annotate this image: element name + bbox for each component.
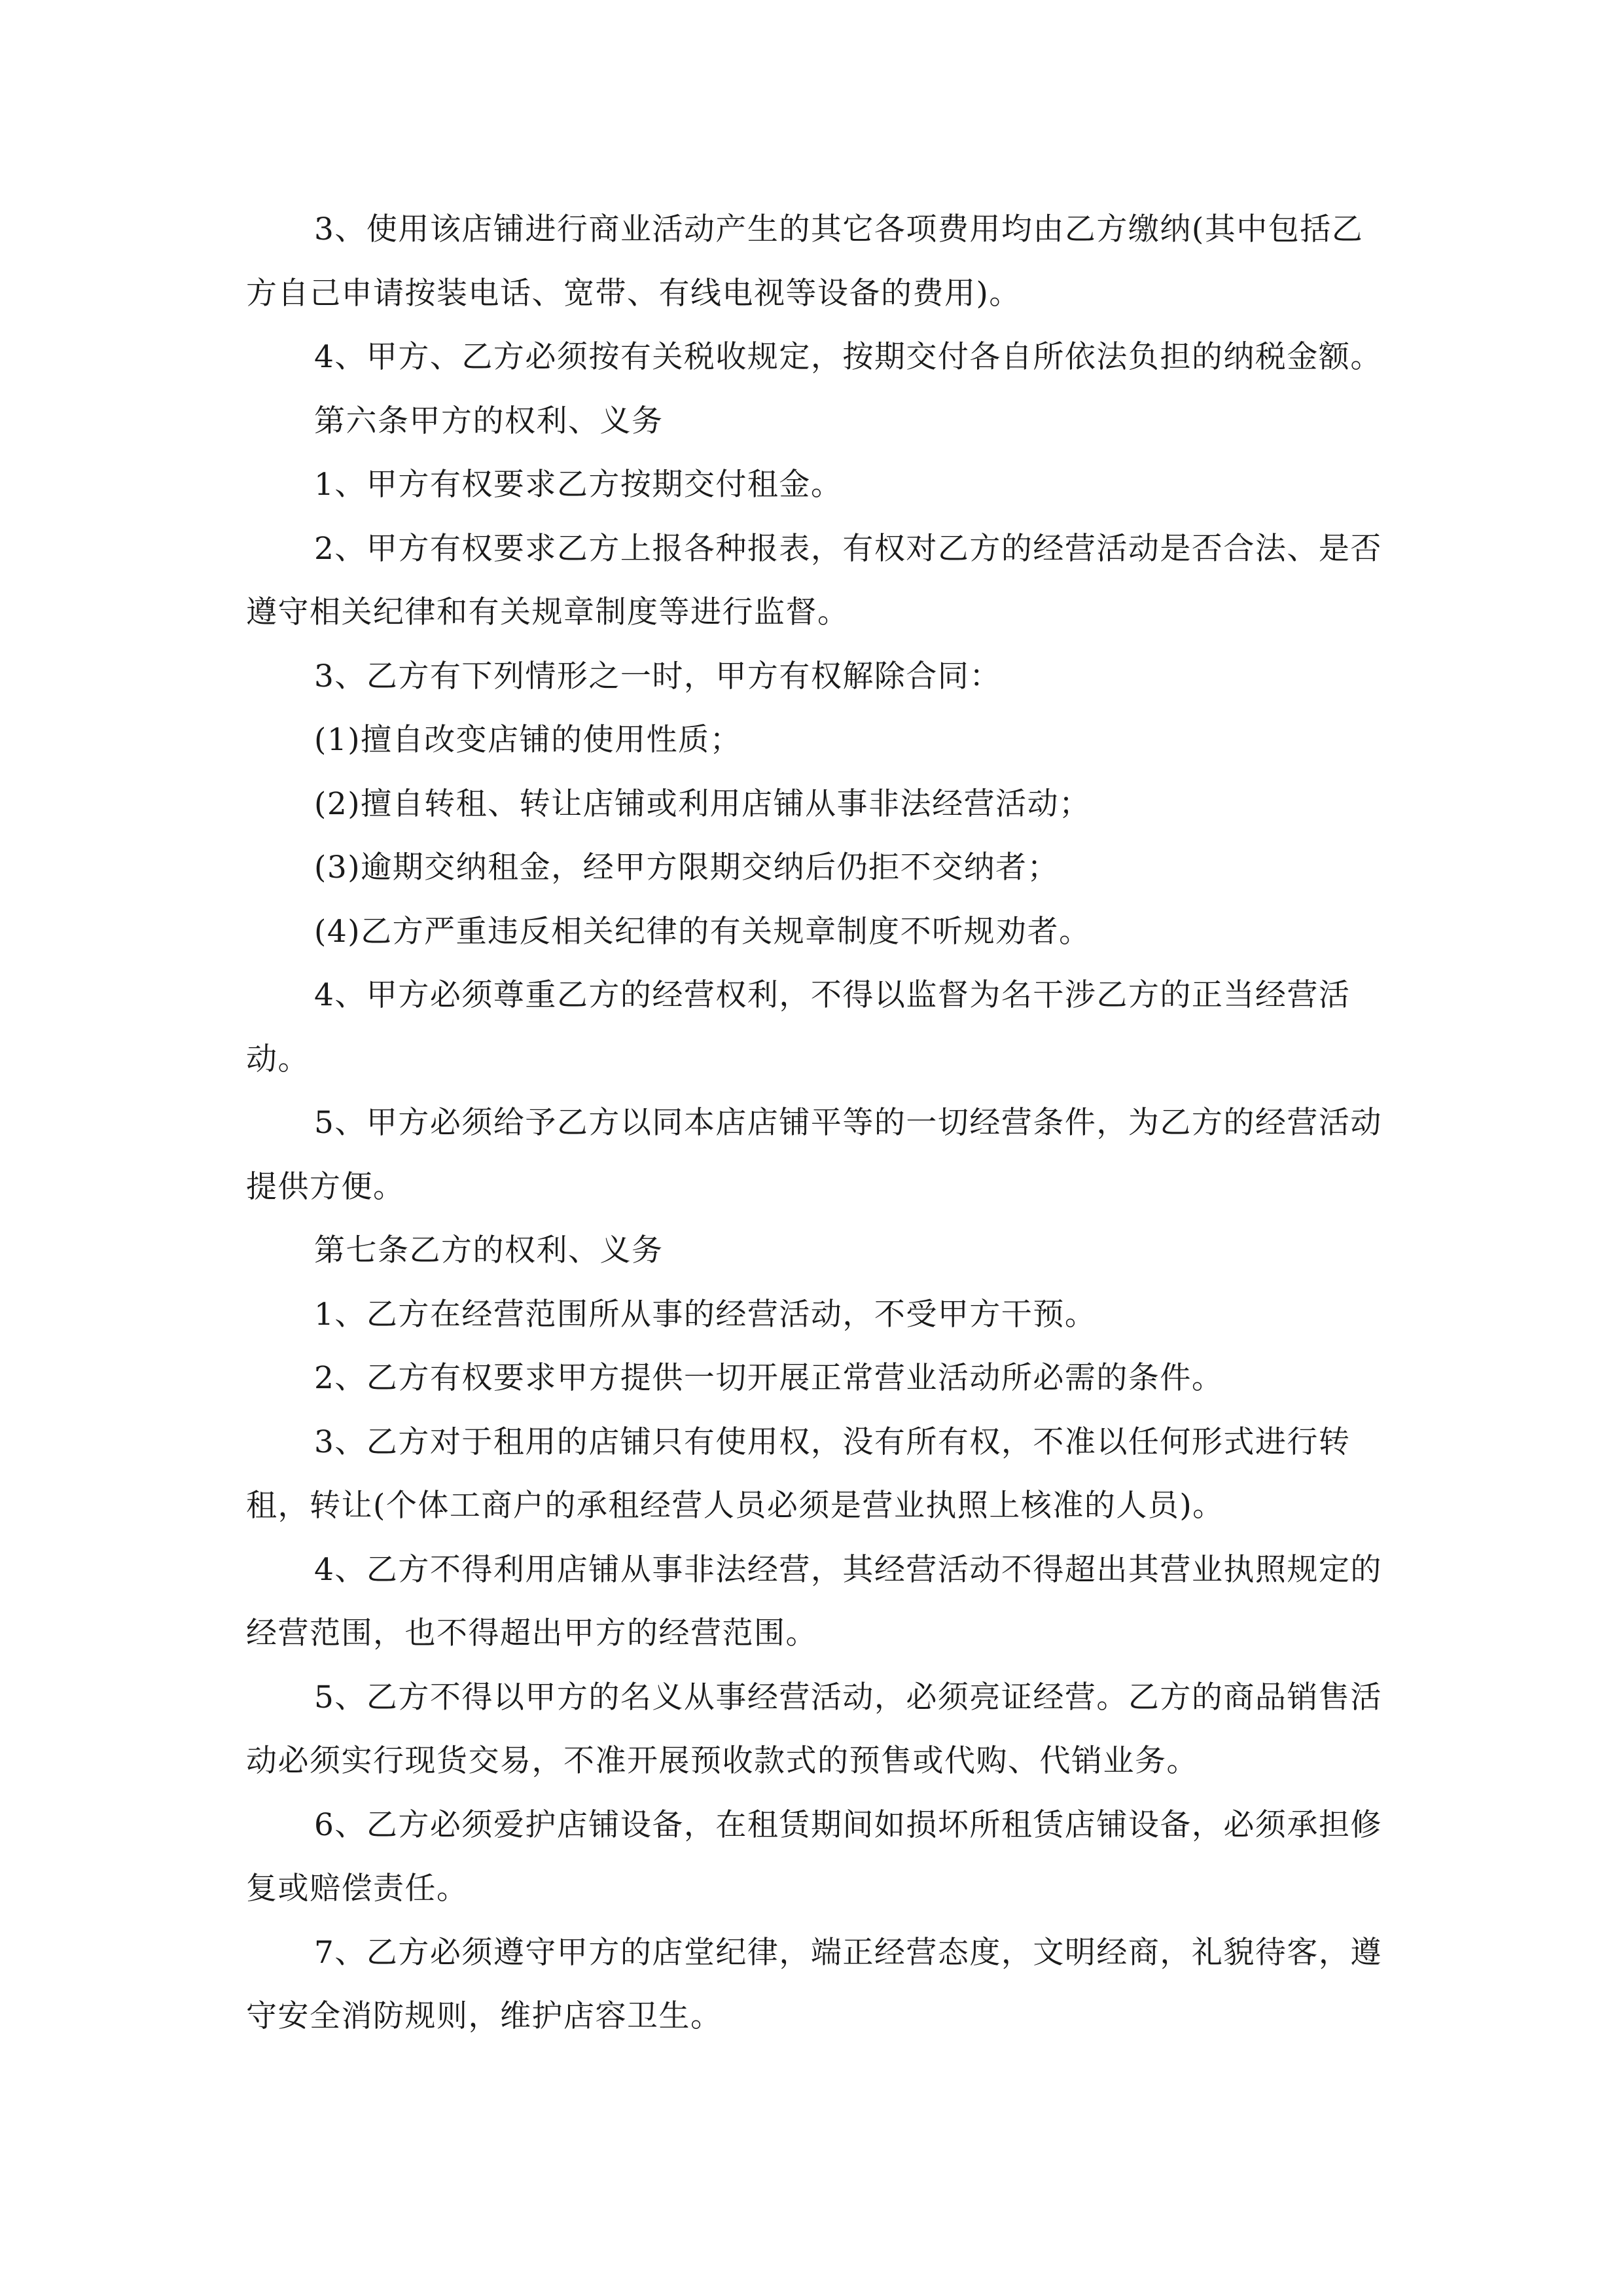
paragraph-article-7-item-7: 7、乙方必须遵守甲方的店堂纪律，端正经营态度，文明经商，礼貌待客，遵守安全消防规则，维护店容卫生。 bbox=[246, 1934, 1382, 2034]
paragraph-article-6-item-4: 4、甲方必须尊重乙方的经营权利，不得以监督为名干涉乙方的正当经营活动。 bbox=[246, 977, 1351, 1077]
paragraph-article-7-item-1: 1、乙方在经营范围所从事的经营活动，不受甲方干预。 bbox=[314, 1296, 1097, 1333]
paragraph-article-7-item-2: 2、乙方有权要求甲方提供一切开展正常营业活动所必需的条件。 bbox=[314, 1360, 1224, 1396]
section-heading-article-7: 第七条乙方的权利、义务 bbox=[314, 1232, 664, 1268]
paragraph-article-6-item-5: 5、甲方必须给予乙方以同本店店铺平等的一切经营条件，为乙方的经营活动提供方便。 bbox=[246, 1105, 1382, 1205]
paragraph-article-7-item-4: 4、乙方不得利用店铺从事非法经营，其经营活动不得超出其营业执照规定的经营范围，也不得超出甲方的经营范围。 bbox=[246, 1551, 1382, 1651]
section-heading-article-6: 第六条甲方的权利、义务 bbox=[314, 403, 664, 439]
paragraph-clause-3-fees: 3、使用该店铺进行商业活动产生的其它各项费用均由乙方缴纳(其中包括乙方自己申请按装电话、宽带、有线电视等设备的费用)。 bbox=[246, 211, 1364, 312]
list-item-sub-2: (2)擅自转租、转让店铺或利用店铺从事非法经营活动； bbox=[314, 785, 1091, 822]
list-item-sub-4: (4)乙方严重违反相关纪律的有关规章制度不听规劝者。 bbox=[314, 913, 1091, 950]
paragraph-article-7-item-6: 6、乙方必须爱护店铺设备，在租赁期间如损坏所租赁店铺设备，必须承担修复或赔偿责任。 bbox=[246, 1806, 1382, 1907]
paragraph-article-7-item-3: 3、乙方对于租用的店铺只有使用权，没有所有权，不准以任何形式进行转租，转让(个体工商户的承租经营人员必须是营业执照上核准的人员)。 bbox=[246, 1424, 1351, 1524]
list-item-sub-3: (3)逾期交纳租金，经甲方限期交纳后仍拒不交纳者； bbox=[314, 850, 1060, 886]
paragraph-article-6-item-3: 3、乙方有下列情形之一时，甲方有权解除合同： bbox=[314, 658, 1001, 694]
paragraph-article-6-item-2: 2、甲方有权要求乙方上报各种报表，有权对乙方的经营活动是否合法、是否遵守相关纪律和有关规章制度等进行监督。 bbox=[246, 530, 1382, 630]
paragraph-article-6-item-1: 1、甲方有权要求乙方按期交付租金。 bbox=[314, 467, 843, 503]
paragraph-clause-4-tax: 4、甲方、乙方必须按有关税收规定，按期交付各自所依法负担的纳税金额。 bbox=[314, 339, 1382, 375]
list-item-sub-1: (1)擅自改变店铺的使用性质； bbox=[314, 722, 742, 758]
document-body bbox=[246, 198, 1385, 2049]
paragraph-article-7-item-5: 5、乙方不得以甲方的名义从事经营活动，必须亮证经营。乙方的商品销售活动必须实行现货交易，不准开展预收款式的预售或代购、代销业务。 bbox=[246, 1679, 1382, 1779]
